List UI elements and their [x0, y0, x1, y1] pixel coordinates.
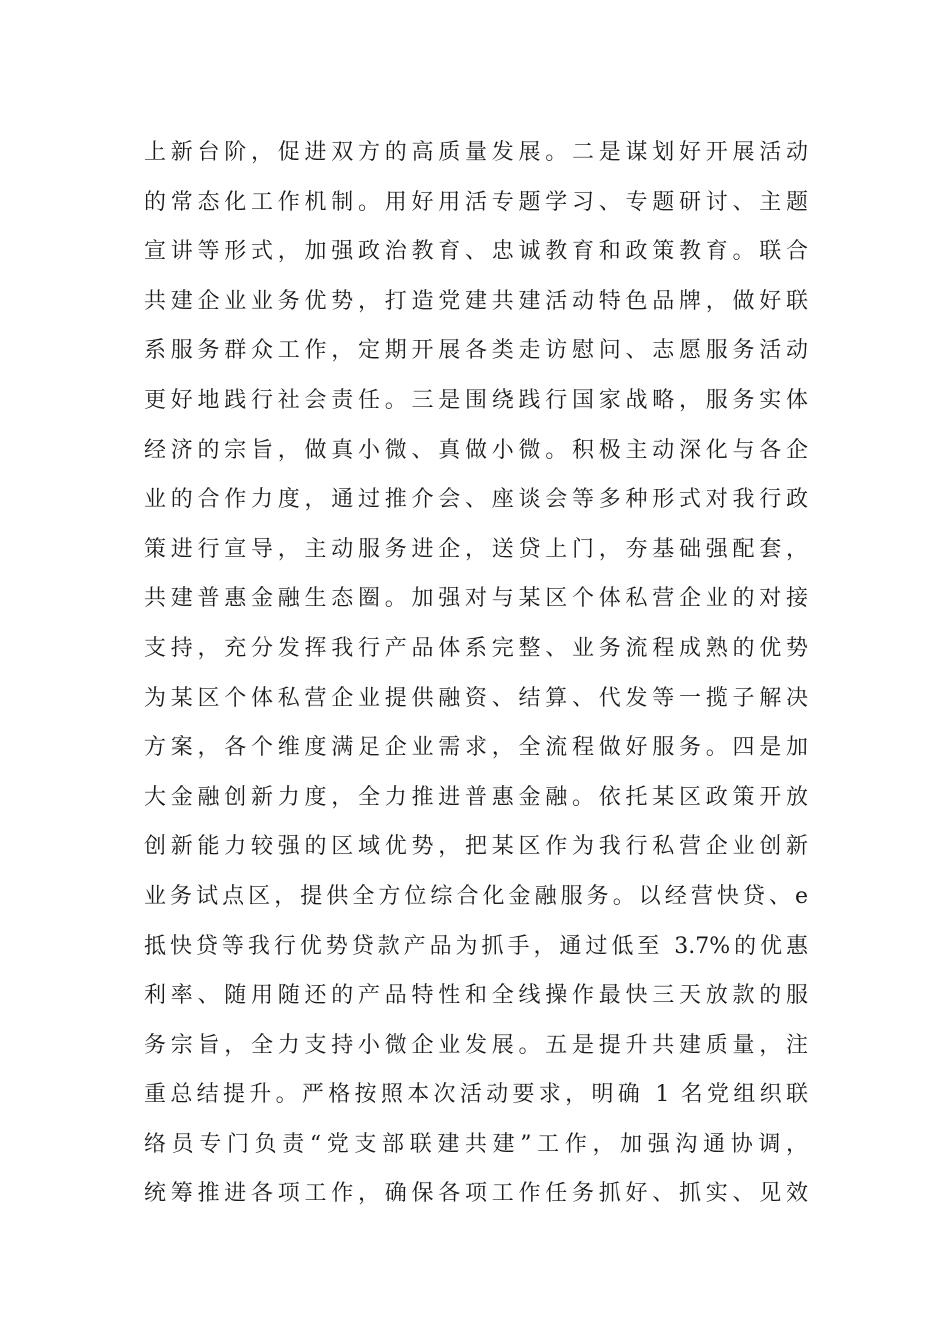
- body-paragraph: [144, 128, 808, 1219]
- text-line: 上新台阶，促进双方的高质量发展。二是谋划好开展活动: [144, 140, 808, 165]
- text-line: 创新能力较强的区域优势，把某区作为我行私营企业创新: [144, 834, 808, 860]
- text-line: 更好地践行社会责任。三是围绕践行国家战略，服务实体: [144, 387, 808, 413]
- text-line: 大金融创新力度，全力推进普惠金融。依托某区政策开放: [144, 784, 808, 810]
- text-line: 策进行宣导，主动服务进企，送贷上门，夯基础强配套，: [144, 536, 808, 562]
- text-line: 经济的宗旨，做真小微、真做小微。积极主动深化与各企: [144, 437, 808, 463]
- text-line: 共建普惠金融生态圈。加强对与某区个体私营企业的对接: [144, 586, 808, 612]
- text-line: 宣讲等形式，加强政治教育、忠诚教育和政策教育。联合: [144, 239, 808, 265]
- text-line: 的常态化工作机制。用好用活专题学习、专题研讨、主题: [144, 189, 808, 215]
- text-line: 统筹推进各项工作，确保各项工作任务抓好、抓实、见效: [144, 1181, 808, 1207]
- text-line: 业的合作力度，通过推介会、座谈会等多种形式对我行政: [144, 487, 808, 513]
- text-line: 共建企业业务优势，打造党建共建活动特色品牌，做好联: [144, 288, 808, 314]
- text-line: 利率、随用随还的产品特性和全线操作最快三天放款的服: [144, 983, 808, 1009]
- text-line: 络员专门负责“党支部联建共建”工作，加强沟通协调，: [144, 1131, 808, 1157]
- text-line: 为某区个体私营企业提供融资、结算、代发等一揽子解决: [144, 685, 808, 711]
- text-line: 重总结提升。严格按照本次活动要求，明确 1 名党组织联: [144, 1082, 808, 1108]
- text-line: 业务试点区，提供全方位综合化金融服务。以经营快贷、e: [144, 883, 808, 909]
- text-line: 方案，各个维度满足企业需求，全流程做好服务。四是加: [144, 735, 808, 761]
- text-line: 支持，充分发挥我行产品体系完整、业务流程成熟的优势: [144, 635, 808, 661]
- text-line: 务宗旨，全力支持小微企业发展。五是提升共建质量，注: [144, 1032, 808, 1058]
- text-line: 抵快贷等我行优势贷款产品为抓手，通过低至 3.7%的优惠: [144, 933, 808, 959]
- text-line: 系服务群众工作，定期开展各类走访慰问、志愿服务活动: [144, 338, 808, 364]
